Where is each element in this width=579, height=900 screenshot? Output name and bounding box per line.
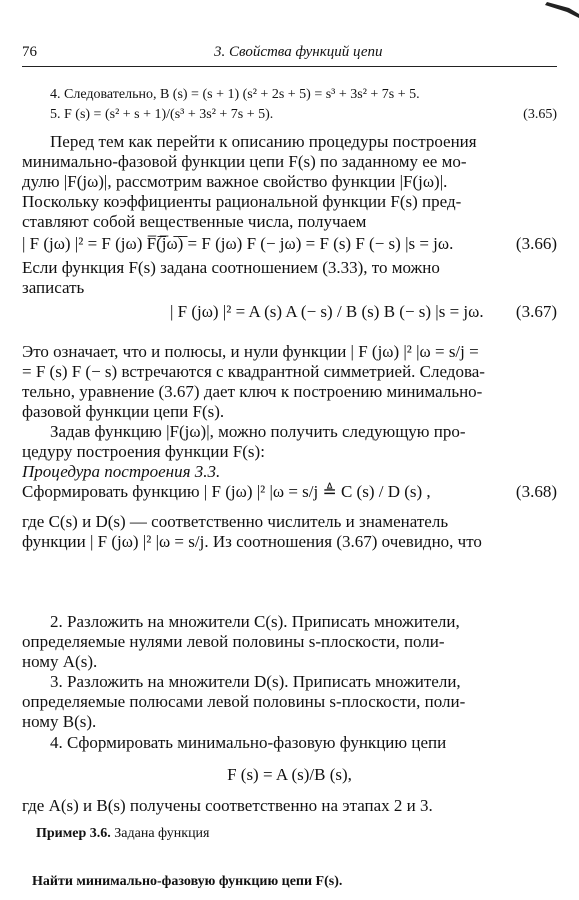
equation-body: | F (jω) |² = A (s) A (− s) / B (s) B (− s) |s = jω. [170, 302, 484, 321]
text-line: где A(s) и B(s) получены соответственно на этапах 2 и 3. [22, 796, 433, 815]
text-line: ному B(s). [22, 712, 97, 731]
text-line: 3. Разложить на множители D(s). Приписать множители, [50, 672, 461, 691]
example-task: Найти минимально-фазовую функцию цепи F(s). [32, 874, 343, 889]
equation-number: (3.68) [515, 482, 557, 501]
text-line: фазовой функции цепи F(s). [22, 402, 225, 421]
text-line: Поскольку коэффициенты рациональной функции F(s) пред- [22, 192, 462, 211]
text-line: ному A(s). [22, 652, 98, 671]
text-line: записать [22, 278, 85, 297]
text-line: ставляют собой вещественные числа, получаем [22, 212, 367, 231]
text-line: 4. Следовательно, B (s) = (s + 1) (s² + 2s + 5) = s³ + 3s² + 7s + 5. [50, 87, 420, 102]
text-line: функции | F (jω) |² |ω = s/j. Из соотношения (3.67) очевидно, что [22, 532, 482, 551]
text-line: Перед тем как перейти к описанию процедуры построения [50, 132, 477, 151]
text-line: определяемые нулями левой половины s-плоскости, поли- [22, 632, 445, 651]
text-line: определяемые полюсами левой половины s-плоскости, поли- [22, 692, 466, 711]
running-head: 3. Свойства функций цепи [214, 44, 383, 60]
equation [50, 107, 557, 123]
equation-number: (3.67) [515, 302, 557, 321]
equation [22, 480, 557, 506]
text-line: Задав функцию |F(jω)|, можно получить следующую про- [50, 422, 466, 441]
text-line: дулю |F(jω)|, рассмотрим важное свойство функции |F(jω)|. [22, 172, 448, 191]
equation-body: | F (jω) |² = F (jω) F̅(̅j̅ω̅)̅ = F (jω) F (− jω) = F (s) F (− s) |s = jω. [22, 234, 454, 253]
equation-number: (3.65) [523, 107, 557, 122]
equation [22, 298, 557, 332]
equation: F (s) = A (s)/B (s), [227, 765, 352, 784]
text-line: = F (s) F (− s) встречаются с квадрантной симметрией. Следова- [22, 362, 485, 381]
equation-body: 5. F (s) = (s² + s + 1)/(s³ + 3s² + 7s + 5). [50, 107, 274, 122]
procedure-title: Процедура построения 3.3. [22, 462, 221, 481]
text-line: 2. Разложить на множители C(s). Приписать множители, [50, 612, 460, 631]
equation-body: Сформировать функцию | F (jω) |² |ω = s/j ≜ C (s) / D (s) , [22, 482, 431, 501]
page-header [22, 44, 557, 67]
text-line: где C(s) и D(s) — соответственно числитель и знаменатель [22, 512, 449, 531]
text-line: минимально-фазовой функции цепи F(s) по заданному ее мо- [22, 152, 467, 171]
equation-number: (3.66) [515, 234, 557, 253]
text-line: Это означает, что и полюсы, и нули функции | F (jω) |² |ω = s/j = [22, 342, 479, 361]
equation [22, 234, 557, 254]
example-label: Пример 3.6. [36, 826, 111, 841]
page-corner-mark [539, 0, 579, 22]
example-heading [36, 826, 557, 842]
text-line: цедуру построения функции F(s): [22, 442, 265, 461]
text-line: Если функция F(s) задана соотношением (3.33), то можно [22, 258, 440, 277]
example-text: Задана функция [114, 826, 210, 841]
page-number: 76 [22, 44, 37, 60]
text-line: 4. Сформировать минимально-фазовую функцию цепи [50, 733, 447, 752]
text-line: тельно, уравнение (3.67) дает ключ к построению минимально- [22, 382, 483, 401]
